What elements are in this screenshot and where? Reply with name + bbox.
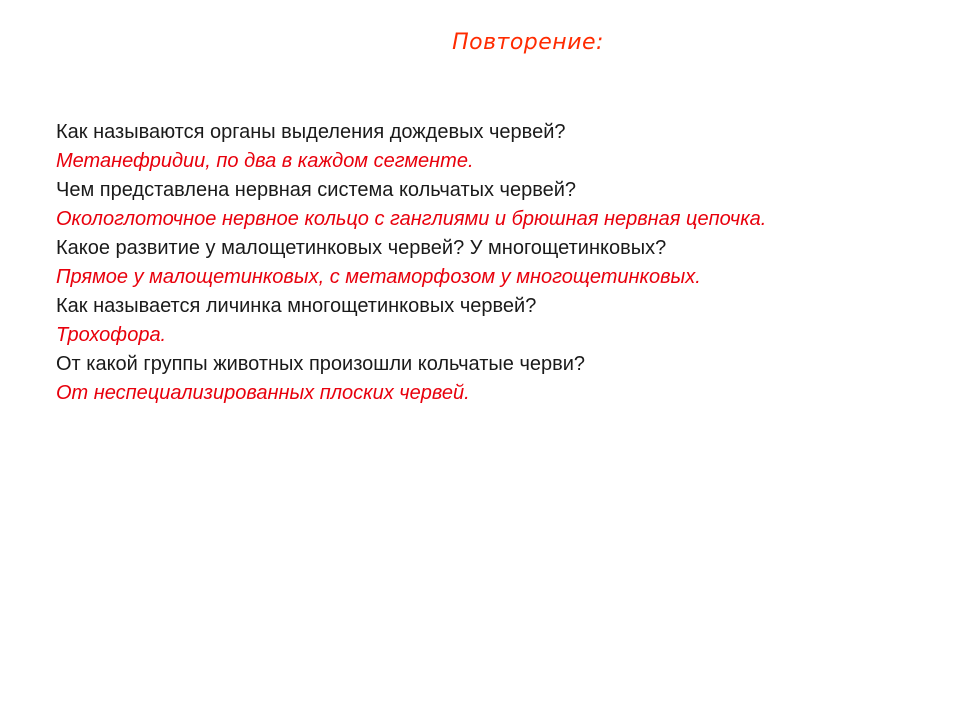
answer-1: Метанефридии, по два в каждом сегменте.	[56, 150, 474, 172]
question-4: Как называется личинка многощетинковых червей?	[56, 295, 537, 317]
question-1: Как называются органы выделения дождевых червей?	[56, 121, 566, 143]
answer-3: Прямое у малощетинковых, с метаморфозом у многощетинковых.	[56, 266, 701, 288]
question-3: Какое развитие у малощетинковых червей? У многощетинковых?	[56, 237, 667, 259]
answer-4: Трохофора.	[56, 324, 167, 346]
qa-list	[56, 118, 936, 408]
answer-2: Окологлоточное нервное кольцо с ганглиями и брюшная нервная цепочка.	[56, 208, 767, 230]
question-5: От какой группы животных произошли кольчатые черви?	[56, 353, 586, 375]
answer-5: От неспециализированных плоских червей.	[56, 382, 470, 404]
question-2: Чем представлена нервная система кольчатых червей?	[56, 179, 577, 201]
slide-title: Повторение:	[452, 30, 604, 55]
